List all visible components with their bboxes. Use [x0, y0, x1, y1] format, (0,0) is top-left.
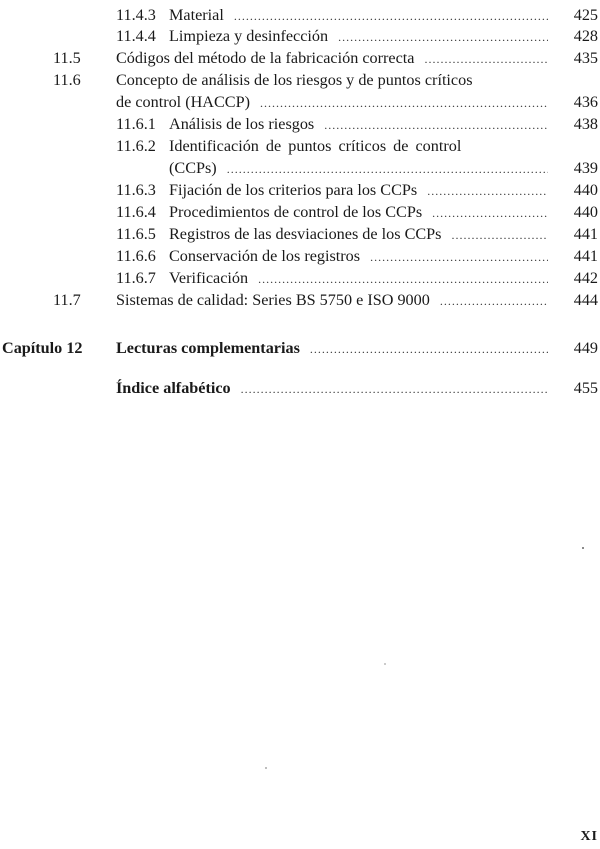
- toc-entry[interactable]: [169, 268, 554, 288]
- toc-page: 440: [573, 203, 598, 221]
- chapter-title: Lecturas complementarias: [116, 339, 300, 357]
- toc-title[interactable]: Identificación de puntos críticos de control: [169, 137, 462, 155]
- toc-entry[interactable]: [116, 92, 554, 112]
- toc-title-continued: (CCPs): [169, 159, 217, 177]
- toc-page: 435: [573, 49, 598, 67]
- toc-entry[interactable]: [169, 224, 554, 244]
- toc-title: Procedimientos de control de los CCPs: [169, 203, 423, 221]
- toc-entry[interactable]: [116, 290, 554, 310]
- toc-title: Fijación de los criterios para los CCPs: [169, 181, 418, 199]
- dot-leader: [424, 49, 548, 69]
- toc-page: 449: [573, 339, 598, 357]
- toc-number: 11.4.4: [116, 27, 156, 45]
- toc-page: 425: [573, 6, 598, 24]
- toc-title: Conservación de los registros: [169, 247, 361, 265]
- scan-speck: [384, 663, 386, 665]
- toc-title[interactable]: Concepto de análisis de los riesgos y de puntos críticos: [116, 71, 473, 89]
- toc-page: 438: [573, 115, 598, 133]
- toc-title-continued: de control (HACCP): [116, 93, 250, 111]
- toc-title: Verificación: [169, 269, 249, 287]
- toc-entry[interactable]: [169, 114, 554, 134]
- dot-leader: [370, 247, 548, 267]
- toc-page: 439: [573, 159, 598, 177]
- toc-number: 11.6.5: [116, 225, 156, 243]
- toc-page: 440: [573, 181, 598, 199]
- toc-page: 442: [573, 269, 598, 287]
- dot-leader: [427, 181, 548, 201]
- toc-page: 441: [573, 225, 598, 243]
- toc-entry[interactable]: [116, 48, 554, 68]
- toc-page: 444: [573, 291, 598, 309]
- toc-number: 11.4.3: [116, 6, 156, 24]
- toc-entry[interactable]: [169, 202, 554, 222]
- toc-entry[interactable]: [169, 180, 554, 200]
- toc-entry[interactable]: [169, 5, 554, 25]
- toc-title: Análisis de los riesgos: [169, 115, 315, 133]
- dot-leader: [451, 225, 548, 245]
- index-title: Índice alfabético: [116, 379, 231, 397]
- dot-leader: [241, 379, 548, 399]
- toc-page: 441: [573, 247, 598, 265]
- toc-page: 436: [573, 93, 598, 111]
- toc-number: 11.6: [53, 71, 81, 89]
- toc-page: 455: [573, 379, 598, 397]
- dot-leader: [234, 6, 548, 26]
- dot-leader: [258, 269, 548, 289]
- dot-leader: [324, 115, 548, 135]
- dot-leader: [260, 93, 548, 113]
- scan-speck: [582, 547, 584, 549]
- toc-title: Limpieza y desinfección: [169, 27, 329, 45]
- toc-page: 428: [573, 27, 598, 45]
- toc-entry[interactable]: [169, 158, 554, 178]
- toc-number: 11.7: [53, 291, 81, 309]
- toc-entry[interactable]: [169, 26, 554, 46]
- toc-number: 11.6.1: [116, 115, 156, 133]
- toc-title: Sistemas de calidad: Series BS 5750 e ISO 9000: [116, 291, 430, 309]
- toc-entry[interactable]: [116, 378, 554, 398]
- toc-number: 11.6.3: [116, 181, 156, 199]
- toc-title: Códigos del método de la fabricación correcta: [116, 49, 415, 67]
- toc-number: 11.6.2: [116, 137, 156, 155]
- dot-leader: [227, 159, 548, 179]
- toc-entry[interactable]: [169, 246, 554, 266]
- chapter-number: Capítulo 12: [2, 339, 83, 357]
- toc-number: 11.6.4: [116, 203, 156, 221]
- toc-title: Material: [169, 6, 224, 24]
- toc-number: 11.6.7: [116, 269, 156, 287]
- scan-speck: [265, 767, 267, 769]
- dot-leader: [432, 203, 548, 223]
- toc-number: 11.6.6: [116, 247, 156, 265]
- dot-leader: [338, 27, 548, 47]
- toc-number: 11.5: [53, 49, 81, 67]
- toc-entry[interactable]: [116, 338, 554, 358]
- page-folio: XI: [580, 829, 598, 844]
- toc-title: Registros de las desviaciones de los CCPs: [169, 225, 442, 243]
- dot-leader: [310, 339, 548, 359]
- dot-leader: [440, 291, 548, 311]
